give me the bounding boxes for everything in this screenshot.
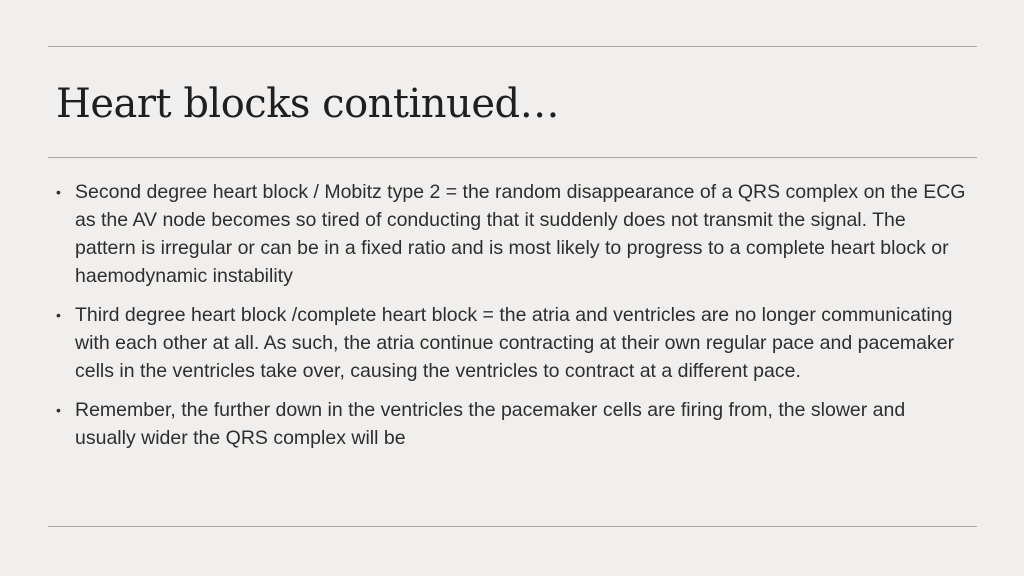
slide-title: Heart blocks continued… [56,81,560,127]
top-divider [48,46,977,47]
title-divider [48,157,977,158]
bullet-icon: • [56,307,61,323]
bullet-item-remember [56,396,966,452]
bullet-text: Remember, the further down in the ventricles the pacemaker cells are firing from, the slower and usually wider the QRS complex will be [75,399,906,449]
bottom-divider [48,526,977,527]
bullet-text: Third degree heart block /complete heart block = the atria and ventricles are no longer communicating with each other at all. As such, the atria continue contracting at their own regular pace and pacemaker cells in the ventricles take over, causing the ventricles to contract at a different pace. [75,304,955,382]
bullet-item-mobitz-type-2 [56,178,966,290]
bullet-item-third-degree [56,301,966,385]
bullet-icon: • [56,402,61,418]
bullet-icon: • [56,184,61,200]
bullet-text: Second degree heart block / Mobitz type 2 = the random disappearance of a QRS complex on the ECG as the AV node becomes so tired of conducting that it suddenly does not transmit the signal. The pattern is irregular or can be in a fixed ratio and is most likely to progress to a complete heart block or haemodynamic instability [75,181,966,287]
bullet-list [56,178,966,463]
